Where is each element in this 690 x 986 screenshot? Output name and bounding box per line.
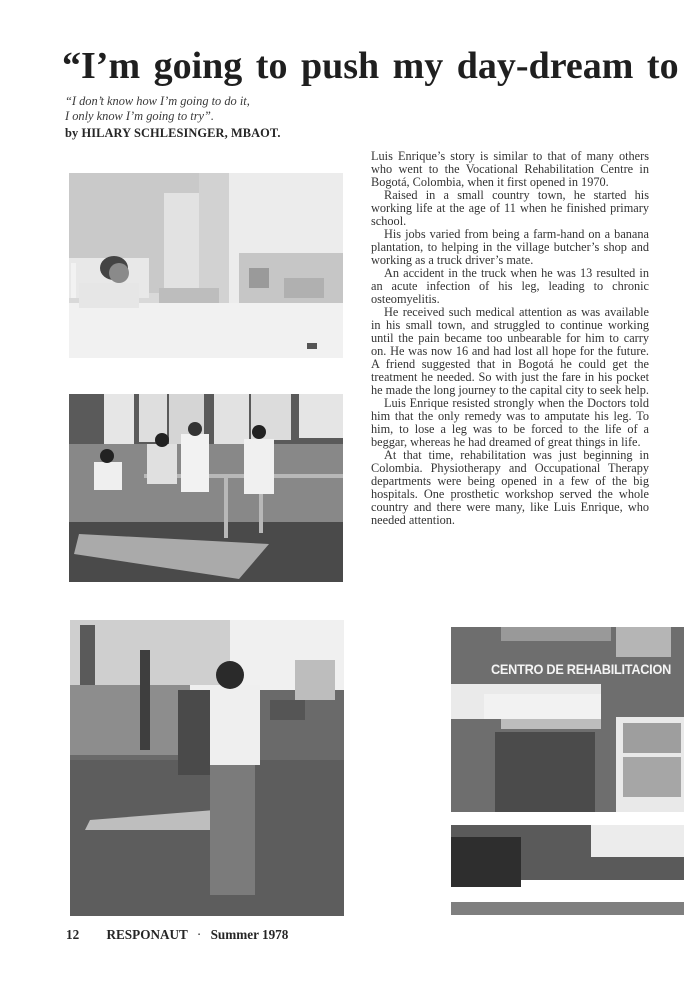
building-sign: CENTRO DE REHABILITACION [491, 661, 672, 677]
standfirst-line: “I don’t know how I’m going to do it, [65, 94, 250, 108]
body-paragraph: Luis Enrique’s story is similar to that of many others who went to the Vocational Rehabilitation Centre in Bogotá, Colombia, when it first opened in 1970. [371, 149, 649, 190]
page-footer [66, 927, 366, 943]
body-paragraph: Luis Enrique resisted strongly when the Doctors told him that the only remedy was to amputate his leg. To him, to lose a leg was to be forced to the life of a beggar, whereas he had dreamed of great things in life. [371, 396, 649, 450]
body-paragraph: Raised in a small country town, he started his working life at the age of 11 when he finished primary school. [371, 188, 649, 229]
photo-rehab-centre [451, 627, 684, 915]
footer-separator: · [196, 927, 202, 942]
standfirst-line: I only know I’m going to try”. [65, 109, 215, 123]
body-paragraph: At that time, rehabilitation was just beginning in Colombia. Physiotherapy and Occupational Therapy departments were being opened in a few of the big hospitals. One prosthetic workshop served the whole country and there were many, like Luis Enrique, who needed attention. [371, 448, 649, 528]
photo-parallel-bars [69, 394, 343, 582]
article-byline: by HILARY SCHLESINGER, MBAOT. [65, 126, 281, 140]
article-body [371, 150, 649, 527]
publication-name: RESPONAUT [106, 927, 188, 942]
article-standfirst [65, 94, 345, 124]
article-headline: “I’m going to push my day-dream to [62, 45, 679, 87]
body-paragraph: An accident in the truck when he was 13 resulted in an acute infection of his leg, leading to chronic osteomyelitis. [371, 266, 649, 307]
body-paragraph: His jobs varied from being a farm-hand on a banana plantation, to helping in the village butcher’s shop and working as a truck driver’s mate. [371, 227, 649, 268]
page-number: 12 [66, 927, 80, 942]
photo-hospital-bed [69, 173, 343, 358]
photo-street-walk [70, 620, 344, 916]
body-paragraph: He received such medical attention as was available in his small town, and struggled to continue working until the pain became too unbearable for him to carry on. He was now 16 and had lost all hope for the future. A friend suggested that in Bogotá he could get the treatment he needed. So with just the fare in his pocket he made the long journey to the capital city to seek help. [371, 305, 649, 398]
issue-date: Summer 1978 [210, 927, 289, 942]
